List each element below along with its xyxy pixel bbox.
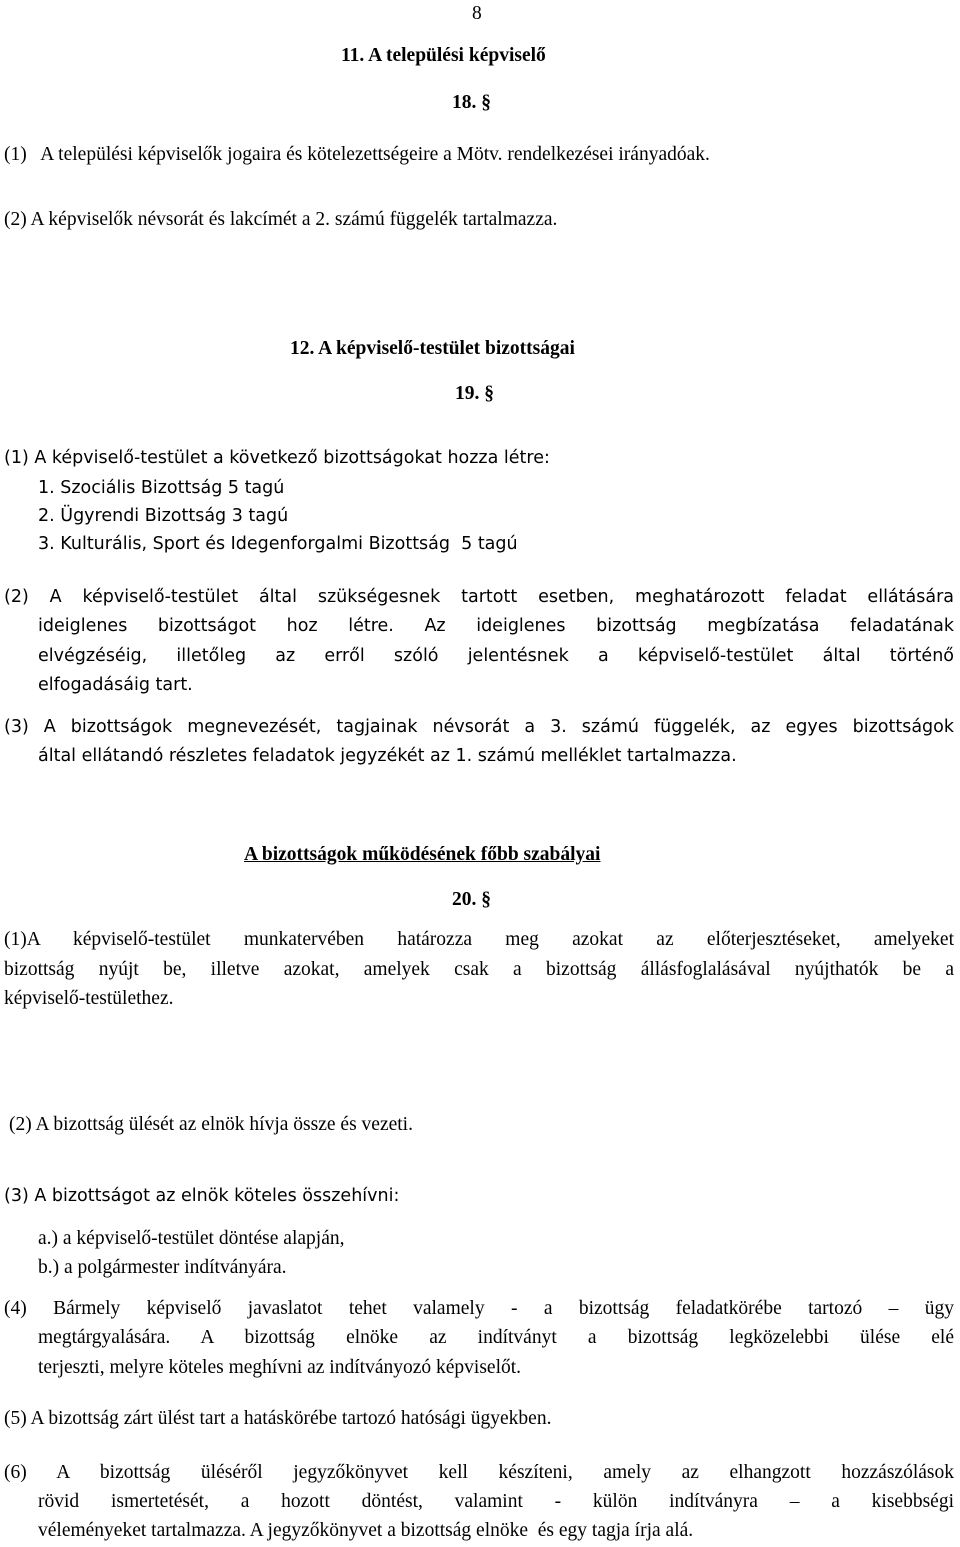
- rules-heading: A bizottságok működésének főbb szabályai: [244, 844, 601, 865]
- committee-item: 3. Kulturális, Sport és Idegenforgalmi Bizottság 5 tagú: [38, 534, 518, 554]
- section-11-heading: 11. A települési képviselő: [341, 45, 546, 66]
- page-number: 8: [472, 3, 482, 24]
- section-11-p2: (2) A képviselők névsorát és lakcímét a 2. számú függelék tartalmazza.: [4, 209, 558, 230]
- rules-p3-item: a.) a képviselő-testület döntése alapján,: [38, 1228, 345, 1249]
- rules-p3-item: b.) a polgármester indítványára.: [38, 1257, 287, 1278]
- section-12-p2-line: elfogadásáig tart.: [38, 675, 193, 695]
- paragraph-19-mark: 19. §: [455, 383, 494, 404]
- section-12-p2-line: (2) A képviselő-testület által szükségesnek tartott esetben, meghatározott feladat ellátására: [4, 587, 954, 607]
- rules-p6-line: (6) A bizottság üléséről jegyzőkönyvet kell készíteni, amely az elhangzott hozzászólások: [4, 1462, 954, 1483]
- rules-p3-intro: (3) A bizottságot az elnök köteles összehívni:: [4, 1186, 400, 1206]
- paragraph-18-mark: 18. §: [452, 92, 491, 113]
- section-12-p3-line: (3) A bizottságok megnevezését, tagjainak névsorát a 3. számú függelék, az egyes bizottságok: [4, 717, 954, 737]
- paragraph-20-mark: 20. §: [452, 889, 491, 910]
- rules-p1-line: (1)A képviselő-testület munkatervében határozza meg azokat az előterjesztéseket, amelyeket: [4, 929, 954, 950]
- rules-p6-line: rövid ismertetését, a hozott döntést, valamint - külön indítványra – a kisebbségi: [38, 1491, 954, 1512]
- rules-p4-line: (4) Bármely képviselő javaslatot tehet valamely - a bizottság feladatkörébe tartozó – ügy: [4, 1298, 954, 1319]
- section-12-heading: 12. A képviselő-testület bizottságai: [290, 338, 575, 359]
- section-12-p3-line: által ellátandó részletes feladatok jegyzékét az 1. számú melléklet tartalmazza.: [38, 746, 737, 766]
- section-12-p2-line: ideiglenes bizottságot hoz létre. Az ideiglenes bizottság megbízatása feladatának: [38, 616, 954, 636]
- rules-p5: (5) A bizottság zárt ülést tart a hatáskörébe tartozó hatósági ügyekben.: [4, 1408, 552, 1429]
- rules-p6-line: véleményeket tartalmazza. A jegyzőkönyvet a bizottság elnöke és egy tagja írja alá.: [38, 1520, 694, 1541]
- section-12-p2-line: elvégzéséig, illetőleg az erről szóló jelentésnek a képviselő-testület által történő: [38, 646, 954, 666]
- rules-p1-line: képviselő-testülethez.: [4, 988, 174, 1009]
- rules-p4-line: megtárgyalására. A bizottság elnöke az indítványt a bizottság legközelebbi ülése elé: [38, 1327, 954, 1348]
- rules-p2: (2) A bizottság ülését az elnök hívja össze és vezeti.: [9, 1114, 413, 1135]
- section-12-p1-intro: (1) A képviselő-testület a következő bizottságokat hozza létre:: [4, 448, 550, 468]
- committee-item: 1. Szociális Bizottság 5 tagú: [38, 478, 285, 498]
- committee-item: 2. Ügyrendi Bizottság 3 tagú: [38, 506, 289, 526]
- section-11-p1: (1) A települési képviselők jogaira és kötelezettségeire a Mötv. rendelkezései irányadóak.: [4, 144, 710, 165]
- rules-p1-line: bizottság nyújt be, illetve azokat, amelyek csak a bizottság állásfoglalásával nyújthatók be a: [4, 959, 954, 980]
- rules-p4-line: terjeszti, melyre köteles meghívni az indítványozó képviselőt.: [38, 1357, 522, 1378]
